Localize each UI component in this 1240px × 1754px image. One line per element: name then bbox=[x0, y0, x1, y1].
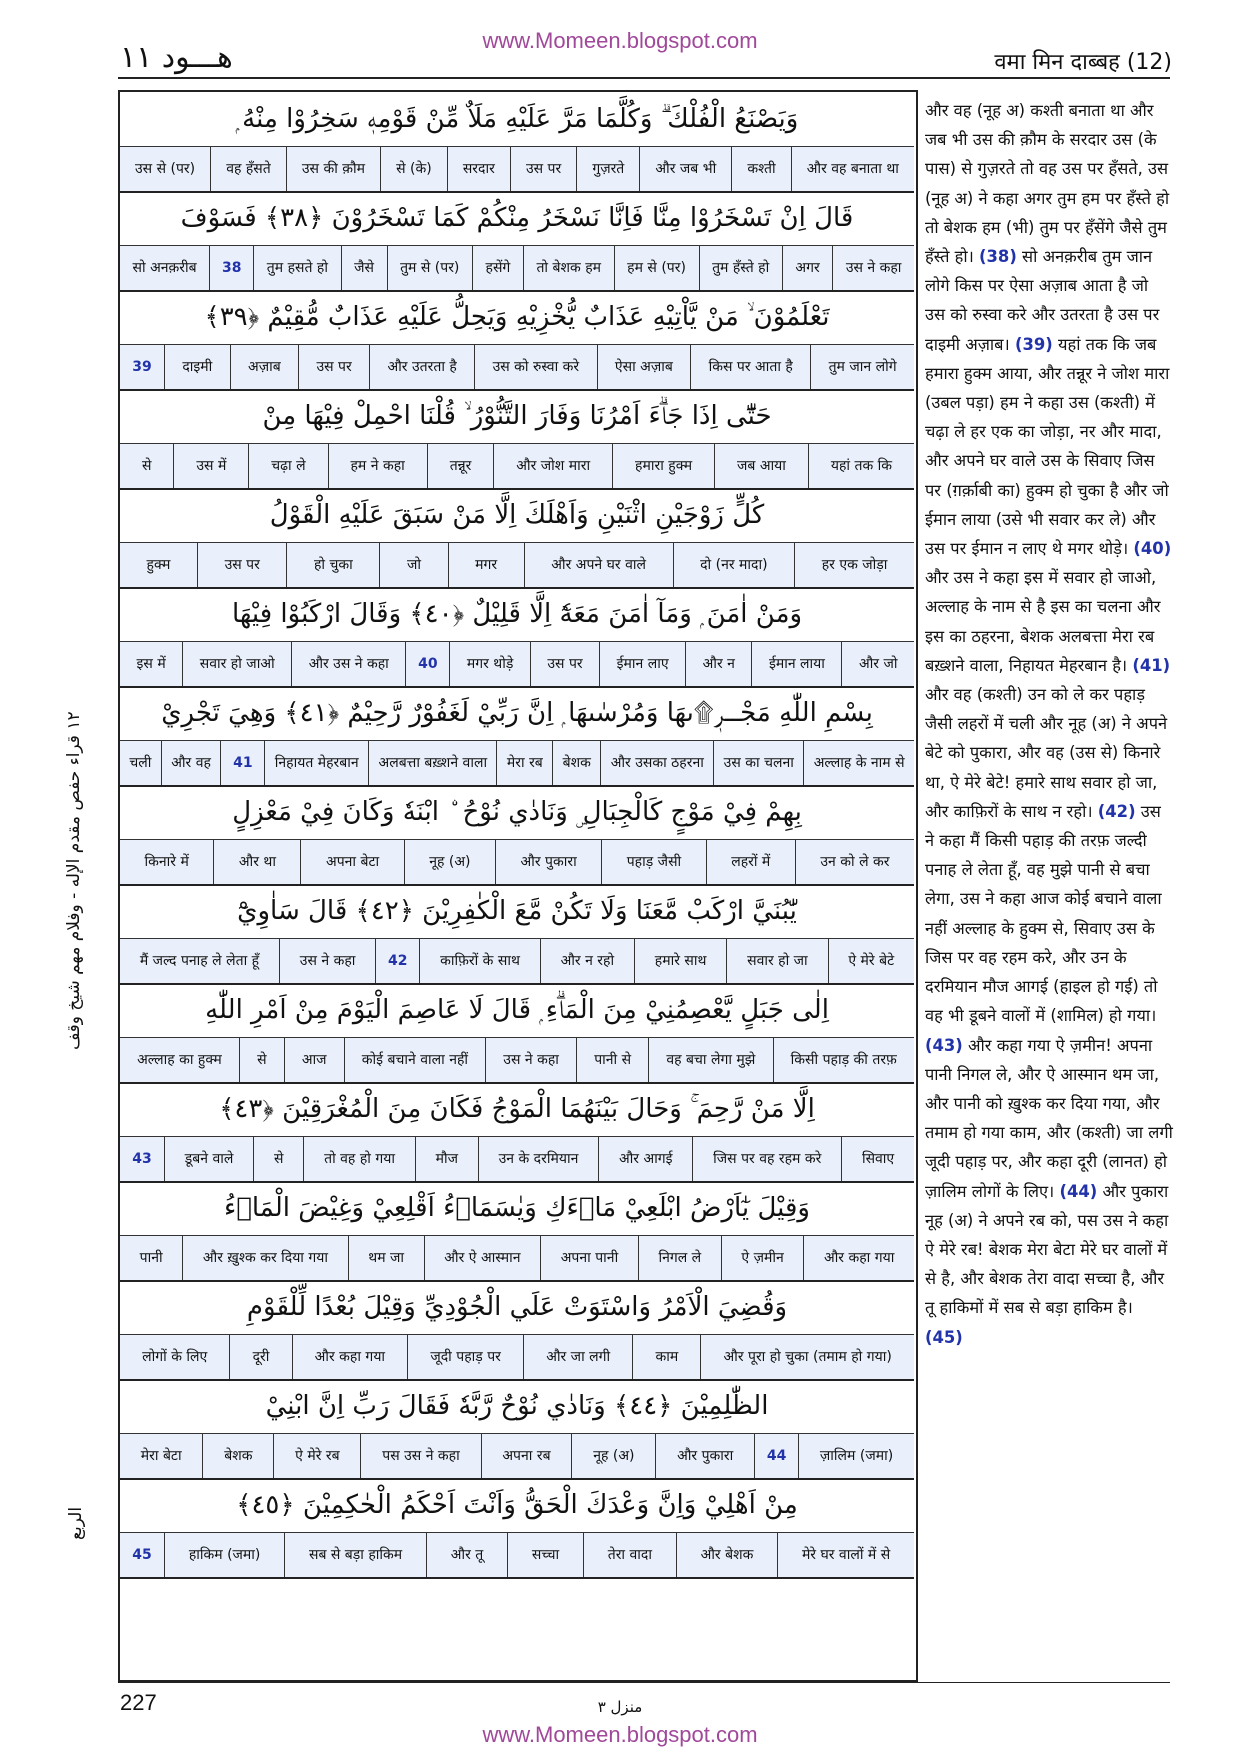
word-translation-row bbox=[120, 840, 914, 886]
word-cell: दाइमी bbox=[164, 345, 230, 389]
word-cell: किस पर आता है bbox=[690, 345, 810, 389]
word-cell: तुम हसते हो bbox=[253, 246, 340, 290]
word-cell: ज़ालिम (जमा) bbox=[798, 1434, 914, 1478]
word-cell: पानी से bbox=[576, 1038, 648, 1082]
verse-number: (43) bbox=[925, 1035, 963, 1055]
margin-note bbox=[60, 640, 120, 1060]
word-cell: ऐ मेरे रब bbox=[273, 1434, 360, 1478]
word-cell: कोई बचाने वाला नहीं bbox=[344, 1038, 486, 1082]
translation-text: सो अनक़रीब तुम जान लोगे किस पर ऐसा अज़ाब आता है जो उस को रुस्वा करे और उतरता है उस पर दाइमी अज़ाब। bbox=[925, 247, 1160, 354]
word-cell: और उस ने कहा bbox=[291, 642, 405, 686]
word-cell: लहरों में bbox=[706, 840, 795, 884]
arabic-line: كُلٍّ زَوْجَيْنِ اثْنَيْنِ وَاَهْلَكَ اِلَّا مَنْ سَبَقَ عَلَيْهِ الْقَوْلُ bbox=[120, 488, 914, 543]
word-cell: ऐ ज़मीन bbox=[721, 1236, 804, 1280]
word-cell: कश्ती bbox=[731, 147, 790, 191]
verse-number: 41 bbox=[220, 741, 264, 785]
word-cell: उस को रुस्वा करे bbox=[474, 345, 596, 389]
column-divider bbox=[916, 90, 918, 1682]
word-cell: तो वह हो गया bbox=[303, 1137, 414, 1181]
word-cell: और जब भी bbox=[639, 147, 731, 191]
word-cell: तन्नूर bbox=[427, 444, 494, 488]
word-cell: जब आया bbox=[714, 444, 808, 488]
word-cell: और जा लगी bbox=[523, 1335, 632, 1379]
arabic-line: وَيَصْنَعُ الْفُلْكَ ۗ وَكُلَّمَا مَرَّ عَلَيْهِ مَلَاٌ مِّنْ قَوْمِهٖ سَخِرُوْا مِنْهُ ۭ bbox=[120, 92, 914, 147]
word-cell: और उतरता है bbox=[369, 345, 474, 389]
verse-number: (42) bbox=[1097, 801, 1136, 821]
arabic-line: اِلٰى جَبَلٍ يَّعْصِمُنِيْ مِنَ الْمَاۗءِ ۭ قَالَ لَا عَاصِمَ الْيَوْمَ مِنْ اَمْرِ اللّٰهِ bbox=[120, 983, 914, 1038]
verse-block bbox=[120, 290, 914, 389]
word-cell: से bbox=[141, 457, 152, 474]
header-rule bbox=[118, 77, 1170, 79]
verse-block bbox=[120, 587, 914, 686]
word-cell: और था bbox=[213, 840, 300, 884]
word-cell: सवार हो जाओ bbox=[182, 642, 291, 686]
word-cell: उस की क़ौम bbox=[286, 147, 380, 191]
ruku-marker-text: الربع bbox=[66, 1506, 86, 1540]
arabic-line: مِنْ اَهْلِيْ وَاِنَّ وَعْدَكَ الْحَقُّ وَاَنْتَ اَحْكَمُ الْحٰكِمِيْنَ ﴿٤٥﴾ bbox=[120, 1478, 914, 1533]
word-cell: उस पर bbox=[510, 147, 576, 191]
verse-number: 40 bbox=[405, 642, 449, 686]
word-cell: नूह (अ) bbox=[404, 840, 495, 884]
word-translation-row bbox=[120, 741, 914, 787]
word-cell: उस में bbox=[173, 444, 248, 488]
verse-block bbox=[120, 1181, 914, 1280]
word-cell: सब से बड़ा हाकिम bbox=[284, 1533, 426, 1577]
word-cell: और पुकारा bbox=[655, 1434, 754, 1478]
word-translation-row bbox=[120, 543, 914, 589]
word-cell: किसी पहाड़ की तरफ़ bbox=[773, 1038, 914, 1082]
word-cell: पहाड़ जैसी bbox=[601, 840, 705, 884]
word-cell: और पूरा हो चुका (तमाम हो गया) bbox=[700, 1335, 914, 1379]
word-cell: आज bbox=[284, 1038, 344, 1082]
word-cell: अपना रब bbox=[481, 1434, 572, 1478]
word-cell: मेरे घर वालों में से bbox=[777, 1533, 914, 1577]
word-cell: तेरा वादा bbox=[583, 1533, 676, 1577]
word-cell: दो (नर मादा) bbox=[673, 543, 795, 587]
page-number: 227 bbox=[120, 1690, 157, 1715]
verse-block bbox=[120, 389, 914, 488]
arabic-line: وَمَنْ اٰمَنَ ۭ وَمَآ اٰمَنَ مَعَهٗٓ اِلَّا قَلِيْلٌ ﴿٤٠﴾ وَقَالَ ارْكَبُوْا فِيْهَا bbox=[120, 587, 914, 642]
verse-block bbox=[120, 686, 914, 785]
word-cell: उस ने कहा bbox=[485, 1038, 576, 1082]
word-cell: और पुकारा bbox=[495, 840, 601, 884]
arabic-line: قَالَ اِنْ تَسْخَرُوْا مِنَّا فَاِنَّا نَسْخَرُ مِنْكُمْ كَمَا تَسْخَرُوْنَ ﴿٣٨﴾ فَسَوْفَ bbox=[120, 191, 914, 246]
word-cell: मेरा रब bbox=[496, 741, 552, 785]
translation-text: और कहा गया ऐ ज़मीन! अपना पानी निगल ले, और ऐ आस्मान थम जा, और पानी को ख़ुश्क कर दिया गया, और तमाम हो गया काम, और (कश्ती) जा लगी जूदी पहाड़ पर, और कहा दूरी (लानत) हो ज़ालिम लोगों के लिए। bbox=[925, 1035, 1173, 1201]
word-cell: अल्लाह के नाम से bbox=[803, 741, 914, 785]
word-cell: हमारा हुक्म bbox=[612, 444, 714, 488]
word-cell: यहां तक कि bbox=[808, 444, 914, 488]
word-cell: ऐसा अज़ाब bbox=[597, 345, 691, 389]
translation-text: और वह (कश्ती) उन को ले कर पहाड़ जैसी लहरों में चली और नूह (अ) ने अपने बेटे को पुकारा, और वह (उस से) किनारे था, ऐ मेरे बेटे! हमारे साथ सवार हो जा, और काफ़िरों के साथ न रहो। bbox=[925, 685, 1168, 821]
word-cell: दूरी bbox=[229, 1335, 291, 1379]
word-cell: हुक्म bbox=[146, 556, 171, 573]
word-cell: उस पर bbox=[197, 543, 286, 587]
word-cell: उस का चलना bbox=[713, 741, 803, 785]
word-cell: बेशक bbox=[552, 741, 600, 785]
word-cell: चली bbox=[129, 754, 152, 771]
hindi-translation bbox=[925, 96, 1173, 1352]
word-cell: उस ने कहा bbox=[832, 246, 914, 290]
verse-block bbox=[120, 191, 914, 290]
word-cell: तुम हँस्ते हो bbox=[699, 246, 782, 290]
word-cell: वह हँसते bbox=[210, 147, 286, 191]
word-translation-row bbox=[120, 1434, 914, 1480]
word-cell: उन को ले कर bbox=[795, 840, 914, 884]
translation-text: और उस ने कहा इस में सवार हो जाओ, अल्लाह के नाम से है इस का चलना और इस का ठहरना, बेशक अलबत्ता मेरा रब बख़्शने वाला, निहायत मेहरबान है। bbox=[925, 568, 1161, 675]
word-cell: अपना पानी bbox=[540, 1236, 638, 1280]
word-cell: उन के दरमियान bbox=[478, 1137, 598, 1181]
word-translation-row bbox=[120, 345, 914, 391]
verse-number: 39 bbox=[132, 358, 152, 375]
verse-block bbox=[120, 785, 914, 884]
word-cell: और कहा गया bbox=[292, 1335, 408, 1379]
word-cell: जिस पर वह रहम करे bbox=[692, 1137, 841, 1181]
verse-block bbox=[120, 1478, 914, 1577]
word-cell: अपना बेटा bbox=[300, 840, 403, 884]
word-cell: और कहा गया bbox=[803, 1236, 914, 1280]
verse-number: (41) bbox=[1132, 655, 1171, 675]
word-cell: ऐ मेरे बेटे bbox=[828, 939, 914, 983]
verse-block bbox=[120, 983, 914, 1082]
word-cell: और तू bbox=[426, 1533, 507, 1577]
part-name: वमा मिन दाब्बह (12) bbox=[994, 50, 1172, 75]
word-cell: से (के) bbox=[380, 147, 447, 191]
word-cell: सवार हो जा bbox=[726, 939, 827, 983]
arabic-line: حَتّٰٓى اِذَا جَاۗءَ اَمْرُنَا وَفَارَ التَّنُّوْرُ ۙ قُلْنَا احْمِلْ فِيْهَا مِنْ bbox=[120, 389, 914, 444]
word-translation-row bbox=[120, 1335, 914, 1381]
word-cell: पानी bbox=[139, 1249, 163, 1266]
word-cell: जूदी पहाड़ पर bbox=[407, 1335, 523, 1379]
arabic-line: تَعْلَمُوْنَ ۙ مَنْ يَّاْتِيْهِ عَذَابٌ يُّخْزِيْهِ وَيَحِلُّ عَلَيْهِ عَذَابٌ مُّقِيْمٌ ﴿٣٩﴾ bbox=[120, 290, 914, 345]
word-translation-row bbox=[120, 939, 914, 985]
translation-text: यहां तक कि जब हमारा हुक्म आया, और तन्नूर ने जोश मारा (उबल पड़ा) हम ने कहा उस (कश्ती) में चढ़ा ले हर एक का जोड़ा, नर और मादा, और अपने घर वाले उस के सिवाए जिस पर (ग़र्क़ाबी का) हुक्म हो चुका है और जो ईमान लाया (उसे भी सवार कर ले) और उस पर ईमान न लाए थे मगर थोड़े। bbox=[925, 334, 1170, 559]
word-cell: और वह bbox=[161, 741, 221, 785]
word-cell: थम जा bbox=[348, 1236, 424, 1280]
word-cell: सिवाए bbox=[841, 1137, 914, 1181]
footer-rule bbox=[118, 1682, 1170, 1683]
verse-block bbox=[120, 1082, 914, 1181]
word-cell: और आगई bbox=[598, 1137, 692, 1181]
word-cell: बेशक bbox=[202, 1434, 273, 1478]
word-cell: मेरा बेटा bbox=[140, 1447, 182, 1464]
word-cell: इस में bbox=[136, 655, 166, 672]
verse-number: 42 bbox=[375, 939, 419, 983]
verse-number: (45) bbox=[925, 1327, 963, 1347]
word-cell: जो bbox=[379, 543, 447, 587]
verse-number: (44) bbox=[1059, 1181, 1098, 1201]
verse-blocks bbox=[120, 92, 914, 1577]
word-cell: काफ़िरों के साथ bbox=[419, 939, 540, 983]
footer-url[interactable]: www.Momeen.blogspot.com bbox=[482, 1722, 758, 1747]
word-translation-row bbox=[120, 1533, 914, 1579]
word-cell: सो अनक़रीब bbox=[132, 259, 197, 276]
word-cell: ईमान लाया bbox=[751, 642, 841, 686]
word-cell: अलबत्ता बख़्शने वाला bbox=[368, 741, 496, 785]
word-cell: और ख़ुश्क कर दिया गया bbox=[182, 1236, 347, 1280]
word-cell: मौज bbox=[415, 1137, 478, 1181]
word-cell: उस पर bbox=[530, 642, 599, 686]
word-cell: और ऐ आस्मान bbox=[424, 1236, 540, 1280]
word-cell: नूह (अ) bbox=[571, 1434, 655, 1478]
word-translation-row bbox=[120, 147, 914, 193]
arabic-line: وَقُضِيَ الْاَمْرُ وَاسْتَوَتْ عَلَي الْجُوْدِيِّ وَقِيْلَ بُعْدًا لِّلْقَوْمِ bbox=[120, 1280, 914, 1335]
word-cell: हाकिम (जमा) bbox=[164, 1533, 284, 1577]
word-cell: तो बेशक हम bbox=[523, 246, 614, 290]
word-translation-row bbox=[120, 246, 914, 292]
word-cell: गुज़रते bbox=[576, 147, 639, 191]
word-cell: सरदार bbox=[447, 147, 510, 191]
header-url[interactable]: www.Momeen.blogspot.com bbox=[482, 28, 758, 53]
verse-number: 44 bbox=[754, 1434, 798, 1478]
word-cell: और उसका ठहरना bbox=[600, 741, 713, 785]
surah-name: هـــود ١١ bbox=[120, 40, 233, 75]
arabic-line: الظّٰلِمِيْنَ ﴿٤٤﴾ وَنَادٰي نُوْحٌ رَّبَّهٗ فَقَالَ رَبِّ اِنَّ ابْنِيْ bbox=[120, 1379, 914, 1434]
word-cell: और जोश मारा bbox=[493, 444, 612, 488]
word-cell: और अपने घर वाले bbox=[524, 543, 673, 587]
word-cell: मैं जल्द पनाह ले लेता हूँ bbox=[139, 952, 260, 969]
word-cell: जैसे bbox=[341, 246, 387, 290]
word-cell: से bbox=[239, 1038, 284, 1082]
word-cell: उस से (पर) bbox=[134, 160, 196, 177]
word-cell: काम bbox=[632, 1335, 700, 1379]
word-cell: और बेशक bbox=[676, 1533, 777, 1577]
word-cell: हर एक जोड़ा bbox=[794, 543, 914, 587]
translation-text: उस ने कहा मैं किसी पहाड़ की तरफ़ जल्दी पनाह ले लेता हूँ, वह मुझे पानी से बचा लेगा, उस ने कहा आज कोई बचाने वाला नहीं अल्लाह के हुक्म से, सिवाए उस के जिस पर वह रहम करे, और उन के दरमियान मौज आगई (हाइल हो गई) तो वह भी डूबने वालों में (शामिल) हो गया। bbox=[925, 801, 1162, 1026]
verse-block bbox=[120, 884, 914, 983]
word-cell: उस ने कहा bbox=[279, 939, 375, 983]
translation-text: और वह (नूह अ) कश्ती बनाता था और जब भी उस की क़ौम के सरदार उस (के पास) से गुज़रते तो वह उस पर हँसते, उस (नूह अ) ने कहा अगर तुम हम पर हँस्ते हो तो बेशक हम (भी) तुम पर हँसेंगे जैसे तुम हँस्ते हो। bbox=[925, 101, 1170, 267]
word-cell: डूबने वाले bbox=[164, 1137, 253, 1181]
word-cell: वह बचा लेगा मुझे bbox=[648, 1038, 772, 1082]
arabic-line: بِهِمْ فِيْ مَوْجٍ كَالْجِبَالِ ۣ وَنَادٰي نُوْحُ ۨ ابْنَهٗ وَكَانَ فِيْ مَعْزِلٍ bbox=[120, 785, 914, 840]
word-cell: चढ़ा ले bbox=[248, 444, 327, 488]
ruku-marker bbox=[62, 1470, 122, 1550]
verse-number: 43 bbox=[132, 1150, 152, 1167]
word-cell: किनारे में bbox=[144, 853, 189, 870]
translation-text: और पुकारा नूह (अ) ने अपने रब को, पस उस ने कहा ऐ मेरे रब! बेशक मेरा बेटा मेरे घर वालों में से है, और बेशक तेरा वादा सच्चा है, और तू हाकिमों में सब से बड़ा हाकिम है। bbox=[925, 1181, 1169, 1318]
word-cell: और जो bbox=[841, 642, 914, 686]
word-cell: हम से (पर) bbox=[614, 246, 699, 290]
word-cell: और न रहो bbox=[540, 939, 634, 983]
word-translation-row bbox=[120, 1236, 914, 1282]
word-translation-row bbox=[120, 1137, 914, 1183]
arabic-line: يّٰبُنَيَّ ارْكَبْ مَّعَنَا وَلَا تَكُنْ مَّعَ الْكٰفِرِيْنَ ﴿٤٢﴾ قَالَ سَاٰوِيْٓ bbox=[120, 884, 914, 939]
arabic-line: اِلَّا مَنْ رَّحِمَ ۚ وَحَالَ بَيْنَهُمَا الْمَوْجُ فَكَانَ مِنَ الْمُغْرَقِيْنَ ﴿٤٣﴾ bbox=[120, 1082, 914, 1137]
word-cell: लोगों के लिए bbox=[142, 1348, 208, 1365]
word-cell: पस उस ने कहा bbox=[360, 1434, 480, 1478]
verse-block bbox=[120, 1379, 914, 1478]
word-cell: तुम से (पर) bbox=[387, 246, 472, 290]
arabic-line: وَقِيْلَ يٰٓاَرْضُ ابْلَعِيْ مَاۗءَكِ وَيٰسَمَاۗءُ اَقْلِعِيْ وَغِيْضَ الْمَاۗءُ bbox=[120, 1181, 914, 1236]
margin-note-text: ١٢ قراء حفص مقدم الإله - وفلام مهم شيخ وقف bbox=[64, 711, 84, 1050]
word-cell: हसेंगे bbox=[472, 246, 523, 290]
word-cell: अज़ाब bbox=[230, 345, 298, 389]
word-translation-row bbox=[120, 444, 914, 490]
verse-number: (38) bbox=[979, 247, 1017, 267]
word-cell: मगर थोड़े bbox=[449, 642, 530, 686]
word-cell: सच्चा bbox=[507, 1533, 583, 1577]
verse-number: (39) bbox=[1014, 334, 1053, 354]
verse-block bbox=[120, 1280, 914, 1379]
word-cell: हो चुका bbox=[286, 543, 379, 587]
word-translation-row bbox=[120, 1038, 914, 1084]
verse-number: (40) bbox=[1133, 539, 1172, 559]
word-cell: अगर bbox=[782, 246, 832, 290]
word-cell: निहायत मेहरबान bbox=[264, 741, 368, 785]
verse-number: 45 bbox=[132, 1546, 152, 1563]
word-cell: उस पर bbox=[298, 345, 369, 389]
word-cell: और न bbox=[685, 642, 751, 686]
word-cell: तुम जान लोगे bbox=[810, 345, 914, 389]
word-cell: और वह बनाता था bbox=[791, 147, 914, 191]
verse-block bbox=[120, 92, 914, 191]
arabic-line: بِسْمِ اللّٰهِ مَجْــرٖ۩ىهَا وَمُرْسٰىهَا ۭ اِنَّ رَبِّيْ لَغَفُوْرٌ رَّحِيْمٌ ﴿٤١﴾ وَهِيَ تَجْرِيْ bbox=[120, 686, 914, 741]
word-cell: अल्लाह का हुक्म bbox=[137, 1051, 222, 1068]
word-cell: मगर bbox=[448, 543, 524, 587]
word-cell: हमारे साथ bbox=[634, 939, 726, 983]
word-cell: से bbox=[253, 1137, 303, 1181]
verse-number: 38 bbox=[209, 246, 253, 290]
word-translation-row bbox=[120, 642, 914, 688]
word-cell: ईमान लाए bbox=[599, 642, 685, 686]
verse-block bbox=[120, 488, 914, 587]
word-cell: हम ने कहा bbox=[328, 444, 427, 488]
manzil-label: منزل ٣ bbox=[597, 1698, 643, 1716]
word-cell: निगल ले bbox=[638, 1236, 721, 1280]
